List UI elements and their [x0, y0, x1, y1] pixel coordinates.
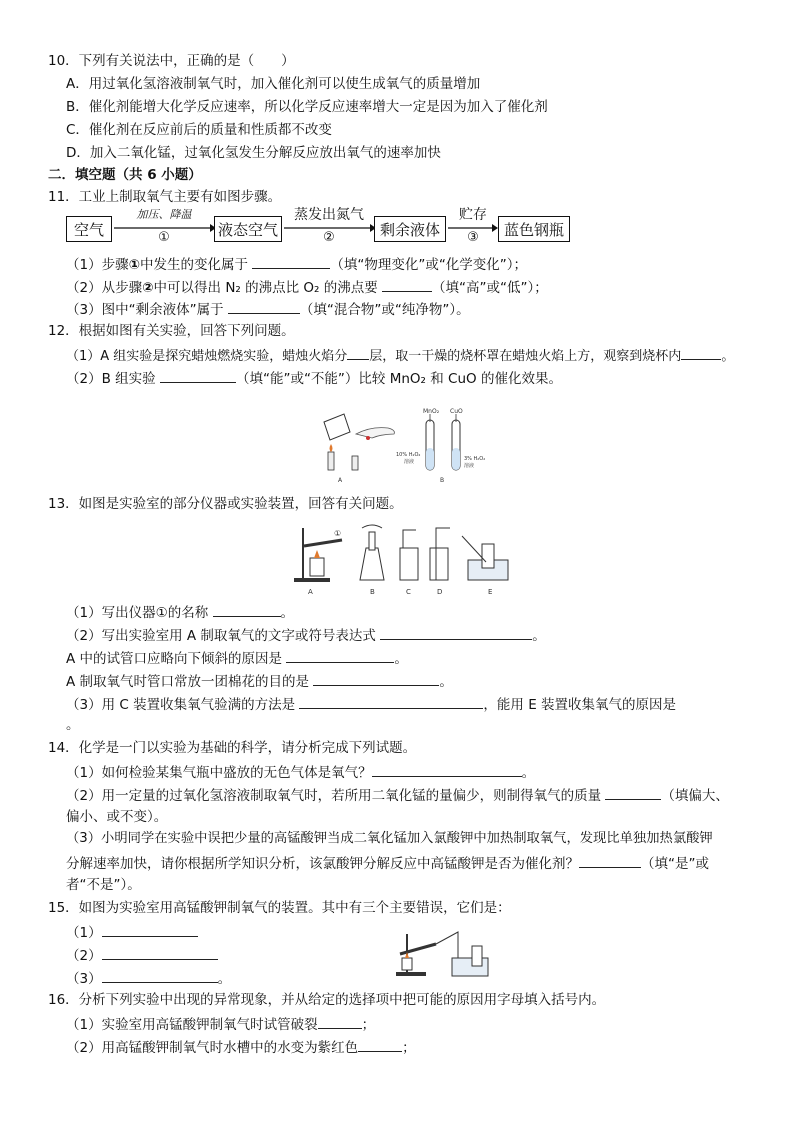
apparatus-b-icon [360, 525, 384, 580]
q11-p2-answer-blank[interactable] [382, 277, 432, 292]
label-left-solution2: 溶液 [404, 459, 415, 465]
q13-p2-end: 。 [532, 628, 546, 644]
q14-p1-text: （1）如何检验某集气瓶中盛放的无色气体是氧气？ [66, 765, 372, 781]
q14-part1 [66, 762, 535, 782]
q14-p3-text-a: （3）小明同学在实验中误把少量的高锰酸钾当成二氧化锰加入氯酸钾中加热制取氧气，发现比单独加热氯酸钾 [66, 831, 713, 846]
q12-p1-text-b: 层，取一干燥的烧杯罩在蜡烛火焰上方，观察到烧杯内 [369, 349, 682, 364]
label-c: C [406, 588, 411, 596]
q15-i3-answer-blank[interactable] [102, 968, 218, 983]
flow-arrow2-label: 蒸发出氮气 [294, 207, 364, 223]
flow-box-liquid-air: 液态空气 [214, 216, 282, 242]
q12-stem: 12．根据如图有关实验，回答下列问题。 [48, 323, 295, 339]
q11-p1-num: ① [128, 257, 141, 273]
q15-apparatus-figure [392, 928, 492, 980]
label-right-solution2: 溶液 [464, 463, 475, 469]
q13-p2c-answer-blank[interactable] [313, 671, 439, 686]
q16-p2-end: ； [402, 1040, 416, 1056]
q13-apparatus-figure [290, 518, 520, 598]
q11-p1-text-c: （填“物理变化”或“化学变化”）； [330, 257, 528, 273]
label-b: B [440, 477, 445, 484]
label-left-solution: 10% H₂O₂ [396, 452, 421, 458]
q13-part3 [66, 694, 676, 714]
flow-arrow3-num: ③ [467, 230, 479, 245]
label-instrument-1: ① [334, 529, 342, 538]
test-tubes-icon [426, 414, 460, 470]
flow-arrow3-label: 贮存 [459, 207, 487, 223]
q13-p2b-end: 。 [394, 651, 408, 667]
q10-option-c: C．催化剂在反应前后的质量和性质都不改变 [66, 122, 332, 138]
q12-p1-blank1[interactable] [347, 345, 369, 360]
q12-p1-text-a: （1）A 组实验是探究蜡烛燃烧实验，蜡烛火焰分 [66, 349, 348, 364]
q12-p2-text-a: （2）B 组实验 [66, 371, 156, 387]
label-right-solution: 3% H₂O₂ [464, 456, 486, 462]
q14-p3-text-b: 分解速率加快，请你根据所学知识分析，该氯酸钾分解反应中高锰酸钾是否为催化剂？ [66, 856, 579, 872]
q13-p3-answer-blank[interactable] [299, 694, 483, 709]
q11-p1-answer-blank[interactable] [252, 254, 330, 269]
q12-part2 [66, 368, 562, 388]
q11-stem: 11．工业上制取氧气主要有如图步骤。 [48, 189, 282, 205]
q15-i1-label: （1） [66, 925, 102, 941]
q14-p1-answer-blank[interactable] [372, 762, 522, 777]
q16-stem: 16．分析下列实验中出现的异常现象，并从给定的选择项中把可能的原因用字母填入括号内。 [48, 992, 606, 1008]
q11-p2-text-c: （填“高”或“低”）； [432, 280, 548, 296]
label-cuo: CuO [450, 408, 463, 415]
q14-p2-text-a: （2）用一定量的过氧化氢溶液制取氧气时，若所用二氧化锰的量偏少，则制得氧气的质量 [66, 788, 602, 804]
q11-part2 [66, 277, 548, 297]
label-a: A [338, 477, 343, 484]
q16-part2 [66, 1037, 416, 1057]
q11-part3 [66, 299, 470, 319]
q13-p2-text: （2）写出实验室用 A 制取氧气的文字或符号表达式 [66, 628, 376, 644]
q13-stem: 13．如图是实验室的部分仪器或实验装置，回答有关问题。 [48, 496, 403, 512]
q13-p3-text-a: （3）用 C 装置收集氧气验满的方法是 [66, 697, 296, 713]
q13-part2 [66, 625, 546, 645]
q11-p1-text-a: （1）步骤 [66, 257, 129, 273]
apparatus-d-icon [430, 528, 450, 580]
q13-part2c [66, 671, 453, 691]
label-d: D [437, 588, 443, 596]
q15-stem: 15．如图为实验室用高锰酸钾制氧气的装置。其中有三个主要错误，它们是： [48, 900, 511, 916]
label-e: E [488, 588, 493, 596]
q14-part2 [66, 785, 729, 805]
q11-p3-answer-blank[interactable] [228, 299, 300, 314]
label-a: A [308, 588, 313, 596]
q14-p1-end: 。 [521, 765, 536, 781]
q15-i1-answer-blank[interactable] [102, 922, 198, 937]
q13-p1-text: （1）写出仪器①的名称 [66, 605, 209, 621]
q11-flow-diagram [66, 207, 596, 250]
q11-p3-text-b: （填“混合物”或“纯净物”）。 [299, 302, 470, 318]
q10-stem: 10．下列有关说法中，正确的是（ ） [48, 53, 295, 69]
q11-p2-num: ② [142, 280, 154, 296]
kmno4-apparatus-icon [396, 932, 488, 976]
q15-item1 [66, 922, 198, 942]
flow-arrow1-num: ① [158, 230, 170, 245]
q16-part1 [66, 1014, 375, 1034]
q13-part2b [66, 648, 408, 668]
q14-p2-answer-blank[interactable] [605, 785, 661, 800]
q13-p3-text-b: ，能用 E 装置收集氧气的原因是 [483, 697, 677, 713]
q10-option-b: B．催化剂能增大化学反应速率，所以化学反应速率增大一定是因为加入了催化剂 [66, 99, 548, 115]
q14-p3-answer-blank[interactable] [579, 853, 641, 868]
section-heading: 二．填空题（共 6 小题） [48, 167, 202, 183]
q11-p2-text-b: 中可以得出 N₂ 的沸点比 O₂ 的沸点要 [153, 280, 378, 296]
q16-p1-text: （1）实验室用高锰酸钾制氧气时试管破裂 [66, 1017, 318, 1033]
apparatus-c-icon [400, 530, 418, 580]
q16-p2-text: （2）用高锰酸钾制氧气时水槽中的水变为紫红色 [66, 1040, 359, 1056]
q12-p1-blank2[interactable] [681, 345, 721, 360]
q16-p1-answer-blank[interactable] [318, 1014, 362, 1029]
q13-p3-end: 。 [66, 717, 80, 733]
q11-p2-text-a: （2）从步骤 [66, 280, 143, 296]
q16-p1-end: ； [361, 1017, 376, 1033]
q14-p2-text-c: 偏小、或不变）。 [66, 809, 168, 825]
beaker-candle-icon [324, 414, 394, 470]
q15-i2-answer-blank[interactable] [102, 945, 218, 960]
q15-i3-end: 。 [217, 971, 232, 987]
q15-i2-label: （2） [66, 948, 102, 964]
q14-p3-text-c: （填“是”或 [641, 856, 709, 872]
q13-p2c-end: 。 [439, 674, 453, 690]
q15-i3-label: （3） [66, 971, 102, 987]
q14-p3-text-d: 者“不是”）。 [66, 877, 141, 893]
q11-p1-text-b: 中发生的变化属于 [140, 257, 249, 273]
q14-stem: 14．化学是一门以实验为基础的科学，请分析完成下列试题。 [48, 740, 417, 756]
q12-figure [316, 404, 496, 484]
q10-option-a: A．用过氧化氢溶液制氧气时，加入催化剂可以使生成氧气的质量增加 [66, 76, 481, 92]
q13-part1 [66, 602, 294, 622]
flow-arrow2-num: ② [323, 230, 335, 245]
flow-box-remaining-liquid: 剩余液体 [374, 216, 446, 242]
flow-box-steel-cylinder: 蓝色钢瓶 [498, 216, 570, 242]
flow-box-air: 空气 [66, 216, 112, 242]
q10-option-d: D．加入二氧化锰，过氧化氢发生分解反应放出氧气的速率加快 [66, 145, 441, 161]
q11-p3-text-a: （3）图中“剩余液体”属于 [66, 302, 224, 318]
q13-p2b-text: A 中的试管口应略向下倾斜的原因是 [66, 651, 283, 667]
q12-part1 [66, 345, 734, 366]
q14-p2-text-b: （填偏大、 [661, 788, 729, 804]
apparatus-e-icon [462, 536, 508, 580]
q12-p2-answer-blank[interactable] [160, 368, 236, 383]
label-b: B [370, 588, 375, 596]
label-mno2: MnO₂ [423, 408, 440, 415]
q13-p1-end: 。 [280, 605, 294, 621]
q13-p2-answer-blank[interactable] [380, 625, 532, 640]
q12-p1-text-c: 。 [721, 349, 735, 364]
q15-item2 [66, 945, 218, 965]
q13-p1-answer-blank[interactable] [213, 602, 281, 617]
q12-p2-text-b: （填“能”或“不能”）比较 MnO₂ 和 CuO 的催化效果。 [235, 371, 562, 387]
q11-part1 [66, 254, 527, 274]
q13-p2b-answer-blank[interactable] [286, 648, 394, 663]
q16-p2-answer-blank[interactable] [358, 1037, 402, 1052]
q14-part3b [66, 853, 709, 873]
q13-p2c-text: A 制取氧气时管口常放一团棉花的目的是 [66, 674, 310, 690]
q15-item3 [66, 968, 231, 988]
flow-arrow1-label: 加压、降温 [136, 208, 192, 221]
